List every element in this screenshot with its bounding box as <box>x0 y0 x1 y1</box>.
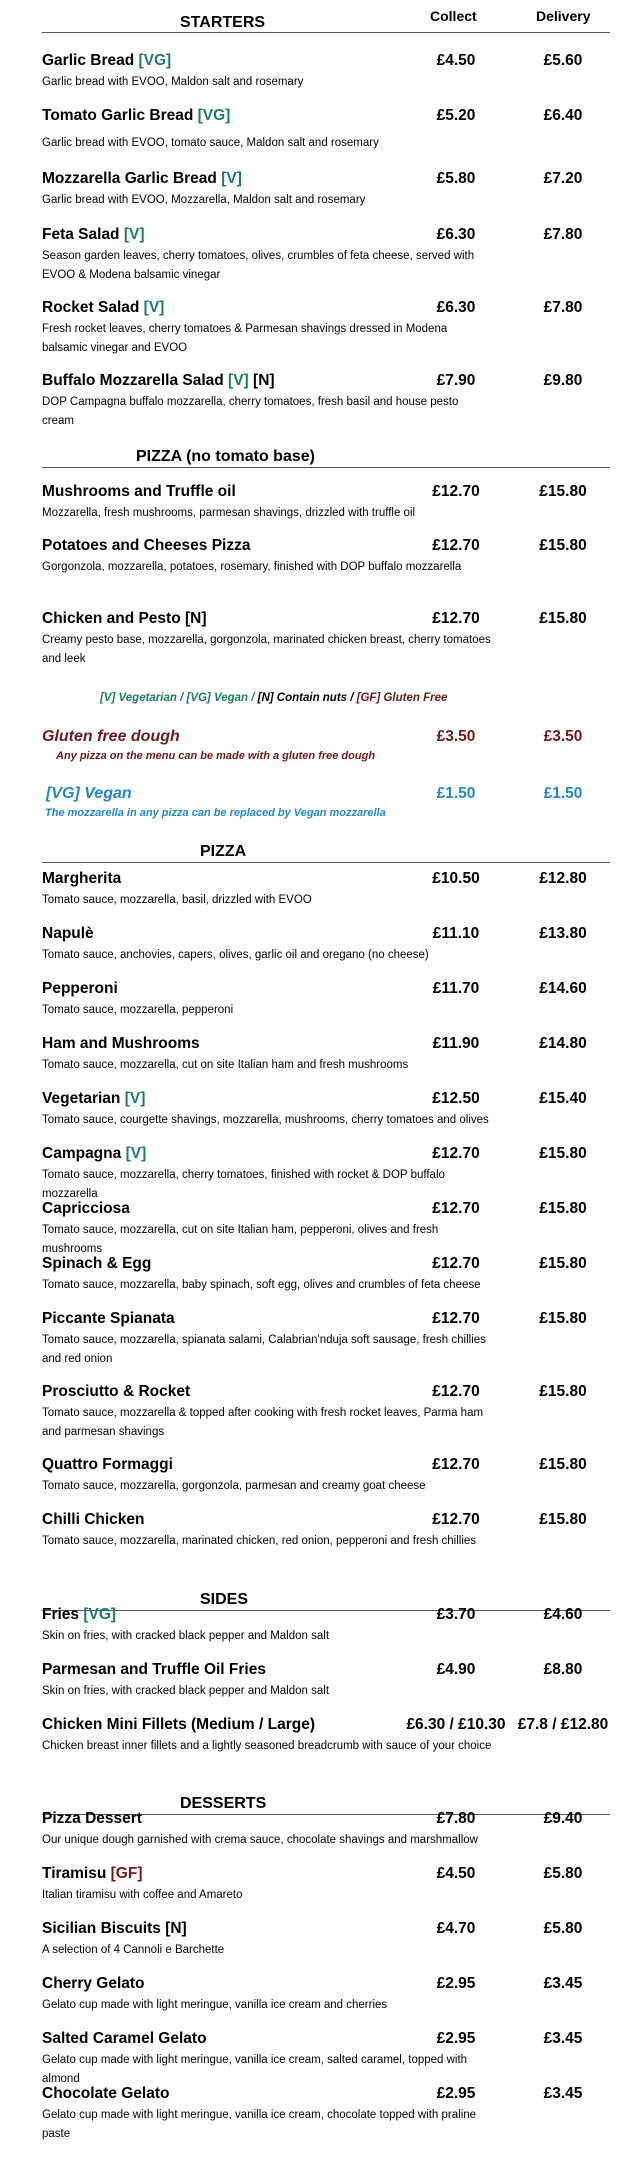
item-name <box>42 870 121 888</box>
diet-tag: [V] <box>124 1090 146 1107</box>
item-title: Margherita <box>42 870 122 887</box>
item-title: Campagna <box>42 1145 122 1162</box>
collect-price: £11.70 <box>432 980 480 997</box>
item-description: Tomato sauce, anchovies, capers, olives, garlic oil and oregano (no cheese) <box>42 949 429 961</box>
item-name <box>42 1145 146 1163</box>
delivery-price: £5.60 <box>543 52 583 69</box>
delivery-price: £9.80 <box>543 372 583 389</box>
item-description: Chicken breast inner fillets and a lightly seasoned breadcrumb with sauce of your choice <box>42 1740 492 1752</box>
collect-price: £12.70 <box>432 537 480 554</box>
item-name <box>42 1716 315 1734</box>
nuts-tag: [N] <box>253 372 275 389</box>
delivery-price: £3.45 <box>543 2085 583 2102</box>
gluten-free-tag: [GF] <box>110 1865 143 1882</box>
diet-tag: [VG] <box>197 107 231 124</box>
item-description: Skin on fries, with cracked black pepper and Maldon salt <box>42 1685 330 1697</box>
item-description: Our unique dough garnished with crema sauce, chocolate shavings and marshmallow <box>42 1834 478 1846</box>
item-title: Chicken and Pesto <box>42 610 181 627</box>
collect-price: £4.70 <box>436 1920 476 1937</box>
delivery-price: £3.45 <box>543 1975 583 1992</box>
delivery-price: £15.80 <box>539 1383 587 1400</box>
section-title-desserts: DESSERTS <box>180 1795 267 1812</box>
delivery-price: £7.80 <box>543 299 583 316</box>
collect-price: £5.20 <box>436 107 476 124</box>
item-description: Tomato sauce, mozzarella, basil, drizzled with EVOO <box>42 894 312 906</box>
diet-tag: [V] <box>123 226 145 243</box>
item-name <box>42 1810 142 1828</box>
delivery-price: £15.80 <box>539 483 587 500</box>
item-description: A selection of 4 Cannoli e Barchette <box>42 1944 225 1956</box>
collect-price: £6.30 <box>436 299 476 316</box>
delivery-price: £14.80 <box>539 1035 587 1052</box>
item-name <box>42 1200 130 1218</box>
item-description: DOP Campagna buffalo mozzarella, cherry tomatoes, fresh basil and house pesto cream <box>42 396 459 427</box>
item-title: Chilli Chicken <box>42 1511 145 1528</box>
item-name <box>42 107 230 125</box>
item-description: Creamy pesto base, mozzarella, gorgonzola, marinated chicken breast, cherry tomatoes and leek <box>42 634 491 665</box>
item-name <box>42 483 236 501</box>
item-description: Tomato sauce, mozzarella, pepperoni <box>42 1004 234 1016</box>
collect-price: £4.50 <box>436 1865 476 1882</box>
collect-price: £2.95 <box>436 1975 476 1992</box>
item-title: Quattro Formaggi <box>42 1456 173 1473</box>
item-description: Garlic bread with EVOO, Mozzarella, Maldon salt and rosemary <box>42 194 366 206</box>
item-name <box>42 1975 145 1993</box>
item-description: Gorgonzola, mozzarella, potatoes, rosemary, finished with DOP buffalo mozzarella <box>42 561 462 573</box>
item-description: Gelato cup made with light meringue, vanilla ice cream, chocolate topped with praline paste <box>42 2109 477 2140</box>
item-name <box>42 980 118 998</box>
collect-price: £12.70 <box>432 1200 480 1217</box>
item-description: Season garden leaves, cherry tomatoes, olives, crumbles of feta cheese, served with EVOO & Modena balsamic vinegar <box>42 250 475 281</box>
item-title: Prosciutto & Rocket <box>42 1383 191 1400</box>
item-title: Garlic Bread <box>42 52 135 69</box>
delivery-price: £15.80 <box>539 610 587 627</box>
item-title: Chicken Mini Fillets (Medium / Large) <box>42 1716 316 1733</box>
collect-price: £12.70 <box>432 610 480 627</box>
item-title: Spinach & Egg <box>42 1255 152 1272</box>
delivery-price: £12.80 <box>539 870 587 887</box>
item-description: Tomato sauce, mozzarella, cut on site Italian ham, pepperoni, olives and fresh mushrooms <box>42 1224 439 1255</box>
delivery-price: £15.80 <box>539 1456 587 1473</box>
delivery-price: £15.40 <box>539 1090 587 1107</box>
delivery-price: £9.40 <box>543 1810 583 1827</box>
vegan-title: [VG] Vegan <box>46 785 132 802</box>
item-title: Vegetarian <box>42 1090 121 1107</box>
item-title: Sicilian Biscuits <box>42 1920 161 1937</box>
collect-price: £11.10 <box>432 925 480 942</box>
item-name <box>42 1035 200 1053</box>
section-divider <box>42 32 610 33</box>
collect-price: £5.80 <box>436 170 476 187</box>
item-name <box>42 1511 145 1529</box>
diet-tag: [VG] <box>83 1606 117 1623</box>
item-description: Gelato cup made with light meringue, vanilla ice cream, salted caramel, topped with almond <box>42 2054 468 2085</box>
collect-price: £6.30 / £10.30 <box>406 1716 506 1733</box>
delivery-price: £3.45 <box>543 2030 583 2047</box>
dietary-legend <box>100 692 447 704</box>
collect-price: £12.50 <box>432 1090 480 1107</box>
collect-price: £12.70 <box>432 1145 480 1162</box>
legend-nuts: [N] Contain nuts / <box>254 692 354 704</box>
diet-tag: [V] <box>221 170 242 187</box>
delivery-price: £5.80 <box>543 1920 583 1937</box>
collect-price: £4.50 <box>436 52 476 69</box>
gluten-free-collect-price: £3.50 <box>436 728 476 745</box>
item-title: Salted Caramel Gelato <box>42 2030 207 2047</box>
gluten-free-note: Any pizza on the menu can be made with a gluten free dough <box>56 750 376 762</box>
collect-price: £4.90 <box>436 1661 476 1678</box>
item-title: Fries <box>42 1606 80 1623</box>
diet-tag: [V] <box>143 299 165 316</box>
item-name <box>42 299 164 317</box>
item-name <box>42 1606 116 1624</box>
section-title-white-pizza: PIZZA (no tomato base) <box>136 448 315 465</box>
diet-tag: [VG] <box>138 52 172 69</box>
delivery-column-header: Delivery <box>536 8 591 24</box>
collect-price: £12.70 <box>432 1456 480 1473</box>
delivery-price: £5.80 <box>543 1865 583 1882</box>
vegan-collect-price: £1.50 <box>436 785 476 802</box>
item-name <box>42 1865 143 1883</box>
item-title: Tiramisu <box>42 1865 107 1882</box>
item-title: Rocket Salad <box>42 299 140 316</box>
delivery-price: £4.60 <box>543 1606 583 1623</box>
item-description: Tomato sauce, mozzarella, baby spinach, soft egg, olives and crumbles of feta cheese <box>42 1279 481 1291</box>
section-title-pizza: PIZZA <box>200 843 247 860</box>
item-title: Mozzarella Garlic Bread <box>42 170 217 187</box>
item-name <box>42 2030 207 2048</box>
item-title: Ham and Mushrooms <box>42 1035 200 1052</box>
item-title: Chocolate Gelato <box>42 2085 170 2102</box>
item-name <box>42 1920 187 1938</box>
section-title-starters: STARTERS <box>180 14 266 31</box>
collect-price: £10.50 <box>432 870 480 887</box>
item-title: Capricciosa <box>42 1200 130 1217</box>
collect-price: £6.30 <box>436 226 476 243</box>
item-title: Pepperoni <box>42 980 118 997</box>
diet-tag: [V] <box>228 372 249 389</box>
item-title: Potatoes and Cheeses Pizza <box>42 537 251 554</box>
item-name <box>42 537 250 555</box>
delivery-price: £15.80 <box>539 1310 587 1327</box>
delivery-price: £15.80 <box>539 1255 587 1272</box>
item-title: Parmesan and Truffle Oil Fries <box>42 1661 266 1678</box>
legend-gf: [GF] Gluten Free <box>353 692 448 704</box>
item-name <box>42 1383 190 1401</box>
item-title: Buffalo Mozzarella Salad <box>42 372 224 389</box>
legend-veg: [V] Vegetarian / [VG] Vegan / <box>100 692 255 704</box>
section-divider <box>42 467 610 468</box>
section-title-sides: SIDES <box>200 1591 249 1608</box>
item-name <box>42 1456 173 1474</box>
item-name <box>42 372 275 390</box>
collect-column-header: Collect <box>430 8 477 24</box>
delivery-price: £15.80 <box>539 1200 587 1217</box>
delivery-price: £15.80 <box>539 1511 587 1528</box>
item-title: Mushrooms and Truffle oil <box>42 483 236 500</box>
gluten-free-title: Gluten free dough <box>42 728 180 745</box>
item-description: Tomato sauce, mozzarella, marinated chicken, red onion, pepperoni and fresh chillies <box>42 1535 477 1547</box>
item-title: Pizza Dessert <box>42 1810 142 1827</box>
item-description: Tomato sauce, courgette shavings, mozzarella, mushrooms, cherry tomatoes and olives <box>42 1114 489 1126</box>
delivery-price: £7.8 / £12.80 <box>517 1716 609 1733</box>
item-description: Tomato sauce, mozzarella, cut on site Italian ham and fresh mushrooms <box>42 1059 409 1071</box>
delivery-price: £8.80 <box>543 1661 583 1678</box>
delivery-price: £13.80 <box>539 925 587 942</box>
item-name <box>42 170 242 188</box>
collect-price: £12.70 <box>432 1255 480 1272</box>
collect-price: £7.90 <box>436 372 476 389</box>
collect-price: £2.95 <box>436 2085 476 2102</box>
item-description: Tomato sauce, mozzarella, spianata salami, Calabrian'nduja soft sausage, fresh chillies and red onion <box>42 1334 486 1365</box>
collect-price: £2.95 <box>436 2030 476 2047</box>
item-description: Tomato sauce, mozzarella & topped after cooking with fresh rocket leaves, Parma ham and parmesan shavings <box>42 1407 484 1438</box>
nuts-tag: [N] <box>165 1920 187 1937</box>
delivery-price: £15.80 <box>539 1145 587 1162</box>
item-title: Feta Salad <box>42 226 120 243</box>
collect-price: £3.70 <box>436 1606 476 1623</box>
diet-tag: [V] <box>125 1145 147 1162</box>
item-name <box>42 52 171 70</box>
delivery-price: £7.20 <box>543 170 583 187</box>
item-title: Napulè <box>42 925 94 942</box>
item-description: Skin on fries, with cracked black pepper and Maldon salt <box>42 1630 330 1642</box>
collect-price: £12.70 <box>432 483 480 500</box>
section-divider <box>42 862 610 863</box>
delivery-price: £15.80 <box>539 537 587 554</box>
item-name <box>42 610 207 628</box>
item-title: Piccante Spianata <box>42 1310 175 1327</box>
item-title: Cherry Gelato <box>42 1975 145 1992</box>
vegan-note: The mozzarella in any pizza can be replaced by Vegan mozzarella <box>45 807 386 819</box>
item-description: Fresh rocket leaves, cherry tomatoes & Parmesan shavings dressed in Modena balsamic vinegar and EVOO <box>42 323 448 354</box>
item-description: Garlic bread with EVOO, Maldon salt and rosemary <box>42 76 304 88</box>
item-name <box>42 226 145 244</box>
collect-price: £12.70 <box>432 1310 480 1327</box>
item-name <box>42 1255 151 1273</box>
item-title: Tomato Garlic Bread <box>42 107 194 124</box>
item-description: Tomato sauce, mozzarella, cherry tomatoes, finished with rocket & DOP buffalo mozzarella <box>42 1169 445 1200</box>
item-name <box>42 1661 266 1679</box>
gluten-free-delivery-price: £3.50 <box>543 728 583 745</box>
delivery-price: £7.80 <box>543 226 583 243</box>
item-name <box>42 2085 169 2103</box>
delivery-price: £6.40 <box>543 107 583 124</box>
item-description: Italian tiramisu with coffee and Amareto <box>42 1889 243 1901</box>
vegan-delivery-price: £1.50 <box>543 785 583 802</box>
item-description: Tomato sauce, mozzarella, gorgonzola, parmesan and creamy goat cheese <box>42 1480 426 1492</box>
item-name <box>42 1090 145 1108</box>
nuts-tag: [N] <box>185 610 207 627</box>
collect-price: £12.70 <box>432 1511 480 1528</box>
item-name <box>42 925 94 943</box>
item-name <box>42 1310 175 1328</box>
delivery-price: £14.60 <box>539 980 587 997</box>
item-description: Mozzarella, fresh mushrooms, parmesan shavings, drizzled with truffle oil <box>42 507 416 519</box>
collect-price: £11.90 <box>432 1035 480 1052</box>
item-description: Garlic bread with EVOO, tomato sauce, Maldon salt and rosemary <box>42 137 379 149</box>
collect-price: £12.70 <box>432 1383 480 1400</box>
item-description: Gelato cup made with light meringue, vanilla ice cream and cherries <box>42 1999 388 2011</box>
collect-price: £7.80 <box>436 1810 476 1827</box>
